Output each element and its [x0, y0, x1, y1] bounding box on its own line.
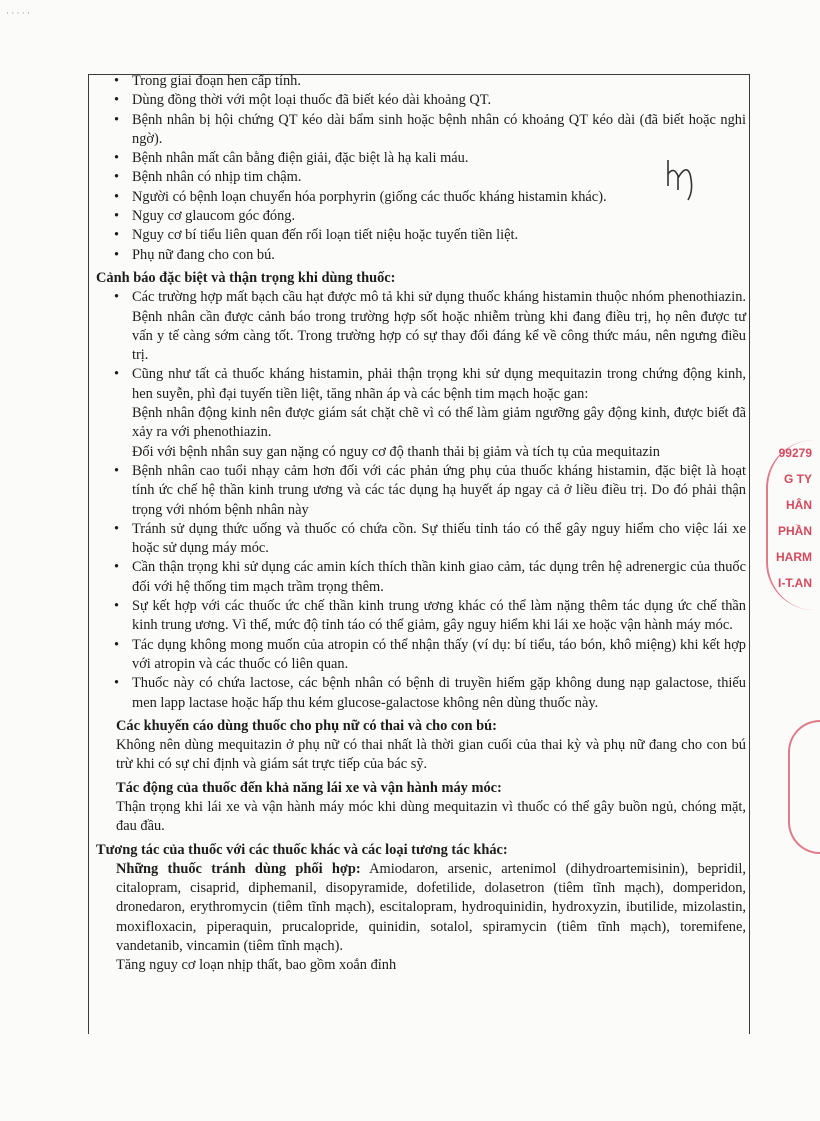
stamp-line: PHẦN	[777, 524, 812, 538]
list-item: • Bệnh nhân cao tuổi nhạy cảm hơn đối với các phản ứng phụ của thuốc kháng histamin, đặc biệt là hoạt tính ức chế hệ thần kinh trung ương và các tác dụng hạ huyết áp ngay cả ở liều điều trị. Do đó phải thận trọng với nhóm bệnh nhân này	[96, 462, 746, 520]
interactions-avoid	[96, 860, 746, 956]
list-item: • Phụ nữ đang cho con bú.	[96, 246, 746, 265]
warning-continuation: Bệnh nhân động kinh nên được giám sát chặt chẽ vì có thể làm giảm ngưỡng gây động kinh, được biết đã xảy ra với phenothiazin.	[132, 405, 746, 441]
stamp-line: I-T.AN	[778, 576, 812, 590]
warnings-heading: Cảnh báo đặc biệt và thận trọng khi dùng thuốc:	[96, 269, 396, 286]
stamp-line: 99279	[778, 446, 812, 460]
list-item: • Tránh sử dụng thức uống và thuốc có chứa cồn. Sự thiếu tỉnh táo có thể gây nguy hiểm cho việc lái xe hoặc sử dụng máy móc.	[96, 520, 746, 559]
list-item: • Bệnh nhân bị hội chứng QT kéo dài bẩm sinh hoặc bệnh nhân có khoảng QT kéo dài (đã biết hoặc nghi ngờ).	[96, 111, 746, 150]
list-item: • Nguy cơ bí tiểu liên quan đến rối loạn tiết niệu hoặc tuyến tiền liệt.	[96, 226, 746, 245]
list-item: • Trong giai đoạn hen cấp tính.	[96, 72, 746, 91]
list-item: • Sự kết hợp với các thuốc ức chế thần kinh trung ương khác có thể làm nặng thêm tác dụng ức chế thần kinh trung ương. Vì thế, mức độ tỉnh táo có thể giảm, gây nguy hiểm khi lái xe hoặc vận hành máy móc.	[96, 597, 746, 636]
driving-heading: Tác động của thuốc đến khả năng lái xe và vận hành máy móc:	[116, 779, 502, 796]
list-item: • Người có bệnh loạn chuyển hóa porphyrin (giống các thuốc kháng histamin khác).	[96, 188, 746, 207]
company-stamp	[766, 440, 814, 610]
warnings-list	[96, 288, 746, 404]
leaflet-page	[96, 72, 746, 976]
pregnancy-heading: Các khuyến cáo dùng thuốc cho phụ nữ có thai và cho con bú:	[116, 717, 497, 734]
list-item: • Thuốc này có chứa lactose, các bệnh nhân có bệnh di truyền hiếm gặp không dung nạp galactose, thiếu men lapp lactase hoặc hấp thu kém glucose-galactose không nên dùng thuốc này.	[96, 674, 746, 713]
list-item: • Bệnh nhân mất cân bằng điện giải, đặc biệt là hạ kali máu.	[96, 149, 746, 168]
list-item: • Tác dụng không mong muốn của atropin có thể nhận thấy (ví dụ: bí tiểu, táo bón, khô miệng) khi kết hợp với atropin và các thuốc có liên quan.	[96, 636, 746, 675]
list-item: • Dùng đồng thời với một loại thuốc đã biết kéo dài khoảng QT.	[96, 91, 746, 110]
list-item: • Nguy cơ glaucom góc đóng.	[96, 207, 746, 226]
stamp-line: G TY	[783, 472, 812, 486]
interactions-risk: Tăng nguy cơ loạn nhịp thất, bao gồm xoắn đỉnh	[116, 957, 397, 974]
stamp-line: HÂN	[786, 498, 812, 512]
list-item: • Các trường hợp mất bạch cầu hạt được mô tả khi sử dụng thuốc kháng histamin thuộc nhóm phenothiazin. Bệnh nhân cần được cảnh báo trong trường hợp sốt hoặc nhiễm trùng khi đang điều trị, họ nên được tư vấn y tế càng sớm càng tốt. Trong trường hợp có sự thay đổi đáng kể về công thức máu, nên ngưng điều trị.	[96, 288, 746, 365]
contraindication-list	[96, 72, 746, 265]
list-item: • Bệnh nhân có nhịp tim chậm.	[96, 168, 746, 187]
pregnancy-text: Không nên dùng mequitazin ở phụ nữ có thai nhất là thời gian cuối của thai kỳ và phụ nữ đang cho con bú trừ khi có sự chỉ định và giám sát trực tiếp của bác sỹ.	[116, 737, 746, 773]
avoid-text: Amiodaron, arsenic, artenimol (dihydroartemisinin), bepridil, citalopram, cisaprid, diphemanil, disopyramide, dofetilide, dolasetron (tiêm tĩnh mạch), domperidon, dronedaron, erythromycin (tiêm tĩnh mạch), escitalopram, hydroquinidin, hydroxyzin, ibutilide, mizolastin, moxifloxacin, piperaquin, prucalopride, quinidin, sotalol, spiramycin (tiêm tĩnh mạch), toremifene, vandetanib, vincamin (tiêm tĩnh mạch).	[116, 860, 746, 955]
avoid-label: Những thuốc tránh dùng phối hợp:	[116, 860, 361, 877]
driving-text: Thận trọng khi lái xe và vận hành máy móc khi dùng mequitazin vì thuốc có thể gây buồn ngủ, chóng mặt, đau đầu.	[116, 798, 746, 835]
scan-artifact: · · · · ·	[6, 8, 30, 18]
warnings-list-continued	[96, 462, 746, 713]
list-item: • Cần thận trọng khi sử dụng các amin kích thích thần kinh giao cảm, tác dụng trên hệ adrenergic của thuốc đối với hệ thống tim mạch trầm trọng thêm.	[96, 558, 746, 597]
list-item: • Cũng như tất cả thuốc kháng histamin, phải thận trọng khi sử dụng mequitazin trong chứng động kinh, hen suyễn, phì đại tuyến tiền liệt, tăng nhãn áp và các bệnh tim mạch hoặc gan:	[96, 365, 746, 404]
interactions-heading: Tương tác của thuốc với các thuốc khác và các loại tương tác khác:	[96, 841, 508, 858]
stamp-edge	[788, 720, 820, 854]
stamp-line: HARM	[776, 550, 812, 564]
warning-continuation: Đối với bệnh nhân suy gan nặng có nguy cơ độ thanh thải bị giảm và tích tụ của mequitazin	[132, 443, 660, 460]
